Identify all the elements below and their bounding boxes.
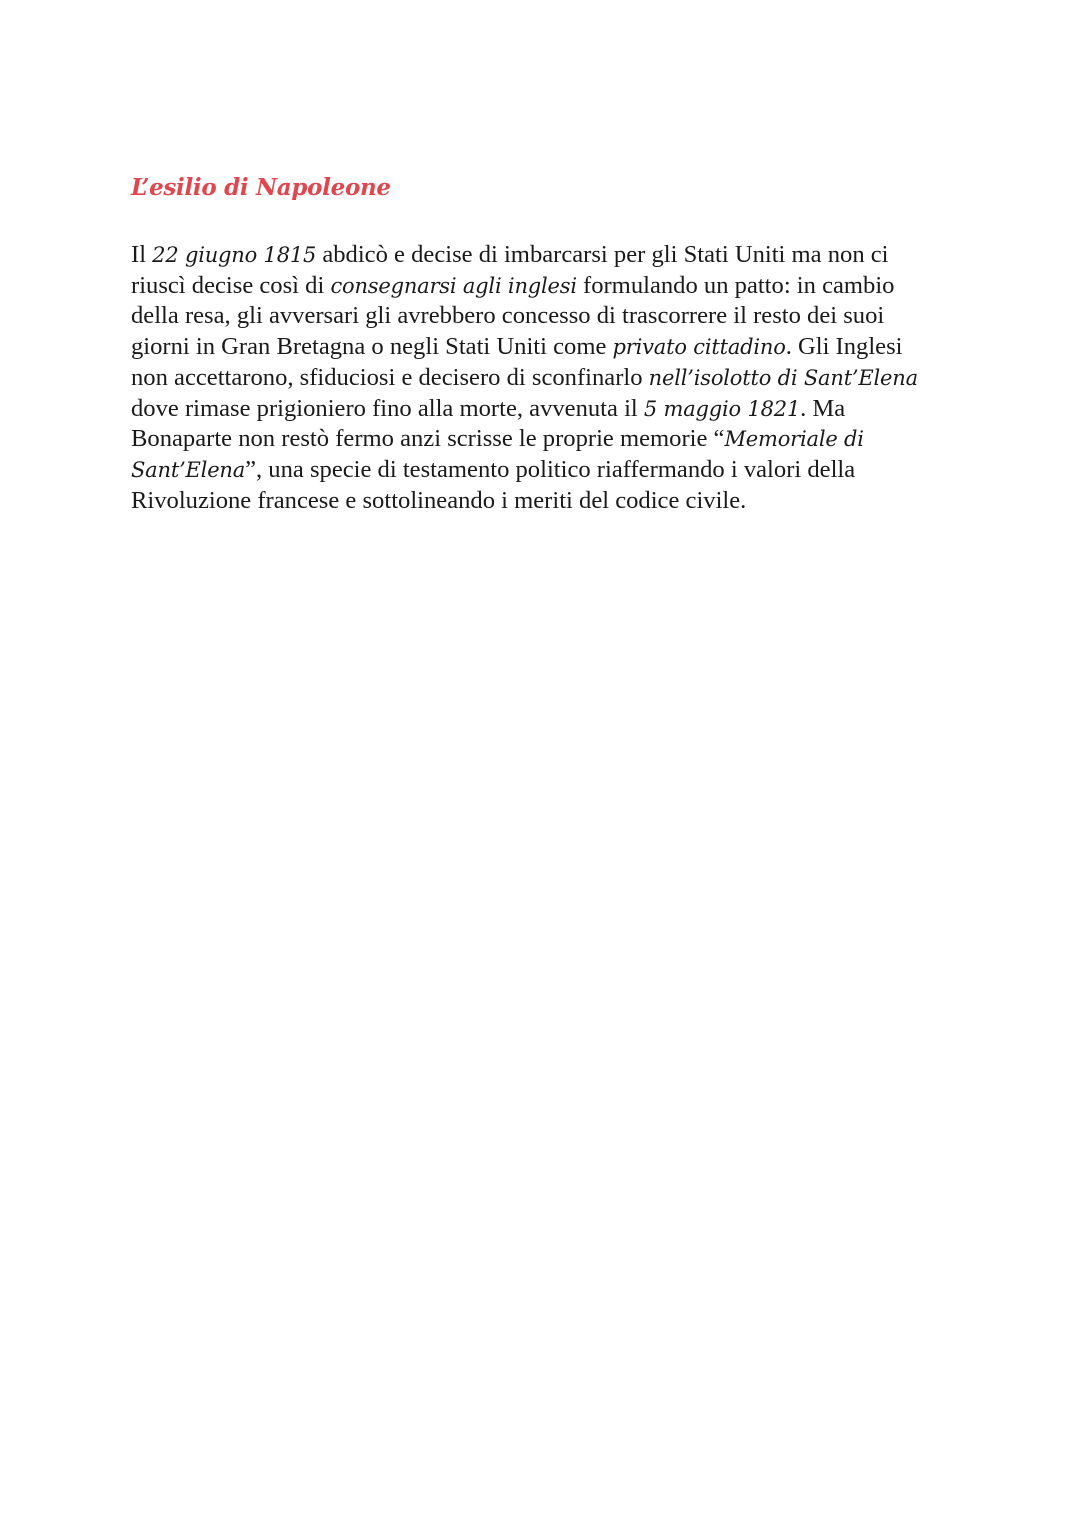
paragraph-line (131, 301, 961, 332)
emphasized-phrase: consegnarsi agli inglesi (330, 273, 577, 298)
text-segment: . Gli Inglesi (785, 333, 903, 361)
paragraph-line (131, 424, 961, 455)
text-segment: Il (131, 241, 153, 268)
text-segment: giorni in Gran Bretagna o negli Stati Uniti come (131, 333, 613, 361)
text-segment: riuscì decise così di (131, 271, 331, 299)
paragraph-line (131, 455, 961, 486)
text-segment: Bonaparte non restò fermo anzi scrisse le proprie memorie “ (131, 425, 725, 453)
paragraph-line (131, 394, 961, 425)
text-segment: dove rimase prigioniero fino alla morte, avvenuta il (131, 394, 644, 422)
paragraph-line (131, 271, 961, 302)
text-segment: Rivoluzione francese e sottolineando i meriti del codice civile. (131, 486, 747, 514)
document-title: L’esilio di Napoleone (131, 174, 391, 201)
text-segment: non accettarono, sfiduciosi e decisero di sconfinarlo (131, 363, 649, 391)
text-segment: formulando un patto: in cambio (576, 271, 895, 299)
paragraph-line (131, 486, 961, 517)
emphasized-phrase: nell’isolotto di Sant’Elena (648, 365, 918, 390)
emphasized-title: Memoriale di (724, 427, 864, 452)
paragraph-line (131, 363, 961, 394)
emphasized-phrase: privato cittadino (612, 335, 786, 360)
emphasized-date: 22 giugno 1815 (152, 243, 317, 267)
emphasized-date: 5 maggio 1821 (643, 396, 801, 421)
body-paragraph (131, 240, 961, 516)
text-segment: ”, una specie di testamento politico riaffermando i valori della (245, 455, 856, 483)
text-segment: abdicò e decise di imbarcarsi per gli Stati Uniti ma non ci (316, 241, 889, 268)
text-segment: della resa, gli avversari gli avrebbero concesso di trascorrere il resto dei suoi (131, 302, 885, 330)
paragraph-line (131, 240, 961, 271)
text-segment: . Ma (800, 394, 846, 422)
emphasized-title: Sant’Elena (131, 457, 246, 482)
paragraph-line (131, 332, 961, 363)
